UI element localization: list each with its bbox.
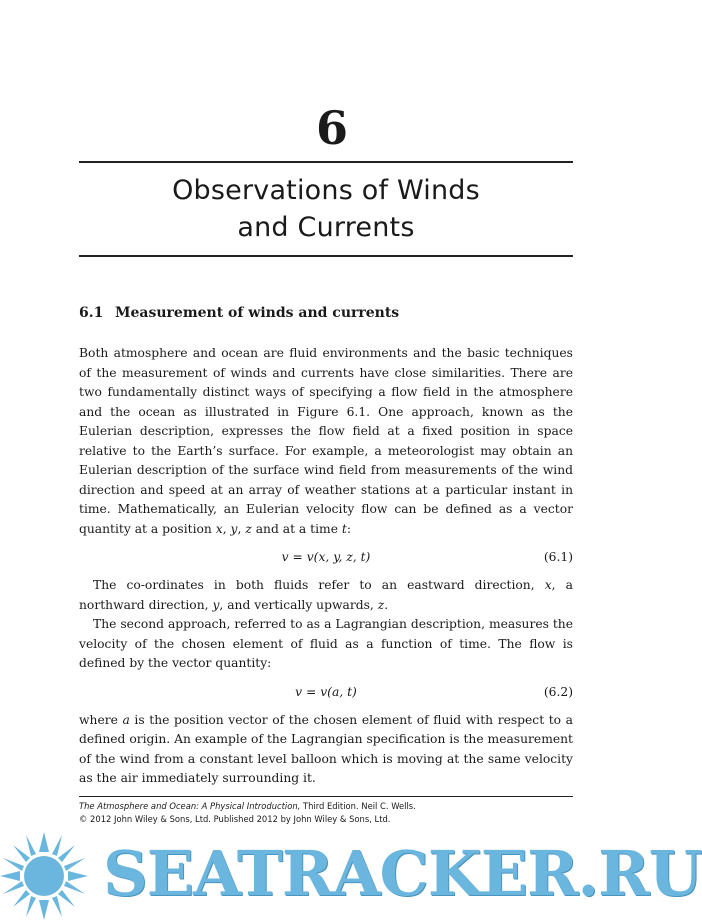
paragraph-2-mid: , a northward direction, <box>79 578 574 612</box>
citation-line <box>79 800 573 813</box>
watermark-text: SEATRACKER.RU <box>103 837 702 910</box>
paragraph-4 <box>79 711 573 789</box>
watermark <box>0 826 702 922</box>
paragraph-4-text: where <box>79 712 123 727</box>
equation-expression: v = v(a, t) <box>295 684 357 699</box>
equation-expression: v = v(x, y, z, t) <box>281 550 371 564</box>
footer-notes <box>79 800 573 826</box>
section-number: 6.1 <box>79 305 104 321</box>
chapter-number: 6 <box>315 101 348 155</box>
equation-number: (6.2) <box>543 684 573 699</box>
paragraph-2-text: The co-ordinates in both fluids refer to an eastward direction, <box>93 578 545 592</box>
chapter-title-line-1: Observations of Winds <box>172 175 480 206</box>
paragraph-1 <box>79 344 573 539</box>
var-x: x <box>544 578 552 592</box>
edition-author: Third Edition. Neil C. Wells. <box>300 801 416 811</box>
sep: , <box>237 521 246 536</box>
equation-number: (6.1) <box>543 550 573 564</box>
var-a: a <box>122 712 130 727</box>
paragraph-4-rest: is the position vector of the chosen element of fluid with respect to a defined origin. An example of the Lagrangian specification is the measurement of the wind from a constant level balloon which is moving at the same velocity as the air immediately surrounding it. <box>79 712 573 785</box>
paragraph-2-mid: , and vertically upwards, <box>219 597 378 612</box>
sun-logo-icon <box>0 826 110 922</box>
paragraph-1-mid: and at a time <box>251 521 342 536</box>
equation-6-2 <box>79 674 573 711</box>
var-y: y <box>230 521 238 536</box>
paragraph-3: The second approach, referred to as a Lagrangian description, measures the velocity of the chosen element of fluid as a function of time. The flow is defined by the vector quantity: <box>79 617 573 670</box>
copyright-line: © 2012 John Wiley & Sons, Ltd. Published 2012 by John Wiley & Sons, Ltd. <box>79 814 391 824</box>
var-x: x <box>215 521 223 536</box>
var-y: y <box>212 597 220 612</box>
paragraph-1-text: Both atmosphere and ocean are fluid environments and the basic techniques of the measurement of winds and currents have close similarities. There are two fundamentally distinct ways of specifying a flow field in the atmosphere and the ocean as illustrated in Figure 6.1. One approach, known as the Eulerian description, expresses the flow field at a fixed position in space relative to the Earth’s surface. For example, a meteorologist may obtain an Eulerian description of the surface wind field from measurements of the wind direction and speed at an array of weather stations at a particular instant in time. Mathematically, an Eulerian velocity flow can be defined as a vector quantity at a position <box>79 346 573 536</box>
section-title: Measurement of winds and currents <box>115 305 400 321</box>
title-rule-bottom <box>79 255 573 257</box>
var-z: z <box>377 597 385 612</box>
paragraph-1-end: : <box>346 521 351 536</box>
equation-6-1 <box>79 539 573 576</box>
section-heading <box>79 303 399 323</box>
title-rule-top <box>79 161 573 163</box>
chapter-title-line-2: and Currents <box>237 212 415 243</box>
sep: , <box>222 521 231 536</box>
book-title: The Atmosphere and Ocean: A Physical Introduction, <box>79 801 301 811</box>
paragraph-2 <box>79 576 573 615</box>
var-t: t <box>341 521 347 536</box>
var-z: z <box>245 521 252 536</box>
chapter-title <box>79 172 573 246</box>
paragraph-2-end: . <box>384 597 389 612</box>
footer-rule <box>79 796 573 797</box>
body-text <box>79 344 573 789</box>
